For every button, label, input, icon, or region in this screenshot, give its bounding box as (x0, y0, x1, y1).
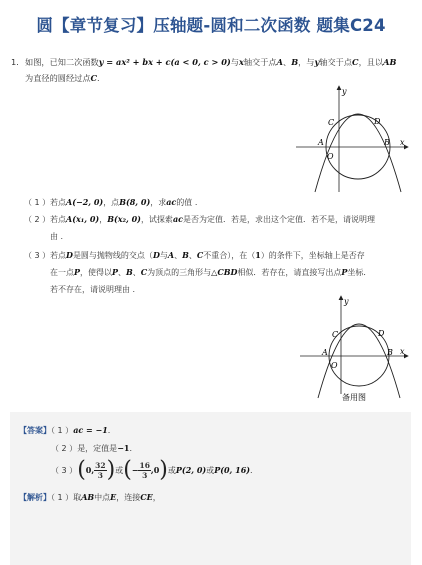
part-text: 在一点 (50, 268, 74, 277)
answer-text: 或 (167, 466, 176, 475)
analysis-math: E (110, 492, 117, 502)
answer-line-2 (51, 441, 132, 456)
part-text: ，使得以 (80, 268, 113, 277)
answer-math: ac = −1 (73, 425, 108, 435)
part-math: ac (172, 214, 183, 224)
part-text: 与 (159, 251, 168, 260)
stem-text: 与 (230, 57, 239, 67)
part-text: 、 (118, 268, 127, 277)
part-math: P (341, 267, 348, 277)
answer-fraction: $\frac{16}{3}$ (139, 461, 150, 480)
part-math: B (182, 250, 189, 260)
part-text: 相似．若存在，请直接写出点 (237, 268, 342, 277)
part-math: A (167, 250, 175, 260)
label-o: O (331, 361, 338, 370)
analysis-number: （ 1 ） (51, 493, 74, 502)
stem-math: x (238, 57, 244, 67)
answer-text: . (107, 426, 111, 435)
part-text: ）的条件下，坐标轴上是否存 (260, 251, 365, 260)
analysis-tag: 【解析】 (19, 493, 51, 502)
sub-question-number: （ 3 ） (24, 251, 51, 260)
label-b: B (384, 138, 390, 147)
part-text: 是否为定值．若是，求出这个定值．若不是，请说明理 (183, 215, 375, 224)
part-math: B (126, 267, 133, 277)
part-text: ，试探索 (140, 215, 173, 224)
label-b: B (387, 348, 393, 357)
part-math: C (196, 250, 204, 260)
part-math: C (140, 267, 148, 277)
stem-math: B (291, 57, 299, 67)
answer-panel (10, 412, 411, 565)
stem-text: 轴交于点 (243, 57, 277, 67)
sub-question-2 (24, 211, 410, 245)
label-o: O (327, 152, 334, 161)
part-math: B(x₂, 0) (107, 214, 141, 224)
page-title: 圆【章节复习】压轴题-圆和二次函数 题集C24 (36, 16, 386, 35)
stem-text: ，且以 (358, 57, 384, 67)
question-number: 1. (11, 57, 19, 67)
part-text: ， (99, 215, 108, 224)
stem-formula: y = ax² + bx + c(a < 0, c > 0) (98, 57, 231, 67)
part-text: 、 (132, 268, 141, 277)
part-text: 若点 (50, 215, 66, 224)
answer-text: 或 (115, 466, 124, 475)
sub-question-1 (24, 194, 410, 211)
sub-question-number: （ 1 ） (24, 198, 51, 207)
part-text: 是圆与抛物线的交点（ (72, 251, 153, 260)
figure-1 (290, 84, 410, 194)
part-text: 若点 (50, 198, 66, 207)
part-math: A(−2, 0) (66, 197, 104, 207)
sub-questions (24, 194, 410, 298)
answer-text: . (250, 466, 253, 475)
part-text: ，点 (103, 198, 120, 207)
answer-line-1 (19, 423, 110, 438)
stem-text: 轴交于点 (319, 57, 353, 67)
analysis-text: ， (152, 493, 161, 502)
part-math: A(x₁, 0) (66, 214, 100, 224)
label-c: C (328, 118, 335, 127)
part-math: B(8, 0) (119, 197, 151, 207)
sub-question-3 (24, 247, 410, 298)
part-math: 1 (255, 250, 261, 260)
analysis-text: 取 (73, 493, 82, 502)
label-y: y (344, 297, 349, 306)
label-a: A (318, 138, 324, 147)
part-text: 、 (174, 251, 183, 260)
analysis-math: AB (81, 492, 95, 502)
figure-2 (296, 294, 416, 406)
part-text: 若点 (50, 251, 66, 260)
part-text: 为顶点的三角形与 (147, 268, 212, 277)
part-math: D (66, 250, 73, 260)
stem-text: 如图，已知二次函数 (25, 57, 99, 67)
part-text: ，求 (150, 198, 167, 207)
part-text: 若不存在，请说明理由 . (50, 285, 136, 294)
analysis-math: CE (140, 492, 153, 502)
stem-math: C (352, 57, 359, 67)
answer-number: （ 1 ） (51, 426, 74, 435)
label-x: x (400, 138, 405, 147)
analysis-text: ，连接 (116, 493, 141, 502)
part-math: ac (166, 197, 177, 207)
answer-math: 0 (153, 465, 160, 475)
label-x: x (400, 347, 405, 356)
part-text: 、 (188, 251, 197, 260)
answer-number: （ 3 ） (51, 466, 78, 475)
stem-math: y (314, 57, 320, 67)
part-math: △CBD (211, 267, 238, 277)
stem-text: 为直径的圆经过点 (25, 73, 91, 83)
figure-caption: 备用图 (342, 393, 366, 402)
label-a: A (322, 348, 328, 357)
answer-math: − (131, 465, 139, 475)
analysis-text: 中点 (94, 493, 111, 502)
analysis-line-1 (19, 490, 161, 505)
stem-text: . (97, 73, 100, 83)
answer-math: 0 (85, 465, 92, 475)
part-math: D (152, 250, 160, 260)
answer-text: 是，定值是 (77, 444, 118, 453)
answer-math: −1 (117, 443, 130, 453)
part-text: 由 . (50, 232, 64, 241)
stem-math: A (276, 57, 283, 67)
label-d: D (378, 329, 385, 338)
answer-math: P(2, 0) (175, 465, 207, 475)
part-math: P (112, 267, 119, 277)
sub-question-number: （ 2 ） (24, 215, 51, 224)
label-y: y (342, 87, 347, 96)
answer-number: （ 2 ） (51, 444, 78, 453)
part-text: 的值 . (176, 198, 198, 207)
answer-fraction: $\frac{32}{3}$ (95, 461, 106, 480)
part-math: P (74, 267, 81, 277)
part-text: 不重合），在（ (203, 251, 256, 260)
label-c: C (332, 330, 339, 339)
answer-math: P(0, 16) (214, 465, 251, 475)
answer-text: . (129, 444, 133, 453)
stem-text: 、 (282, 57, 292, 67)
answer-tag: 【答案】 (19, 426, 51, 435)
stem-math: C (90, 73, 98, 83)
stem-math: AB (383, 57, 397, 67)
part-line (24, 264, 410, 281)
answer-text: 或 (206, 466, 215, 475)
answer-line-3: （ 3 ）(0, $\frac{32}{3}$ )或(− $\frac{16}{3}$ ,0)或P(2, 0)或P(0, 16). (51, 457, 253, 483)
question-stem (11, 54, 411, 86)
label-d: D (374, 117, 381, 126)
stem-text: ，与 (298, 57, 315, 67)
part-text: 坐标． (347, 268, 372, 277)
